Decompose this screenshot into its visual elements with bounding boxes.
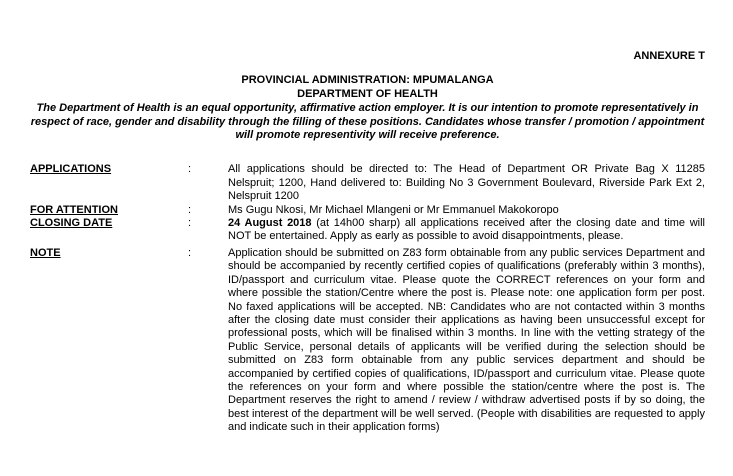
entry-text-applications: All applications should be directed to: The Head of Department OR Private Bag X 11285 Nelspruit; 1200, Hand delivered to: Building No 3 Government Boulevard, Riverside Park Ext 2, Nelspruit 1200 (228, 163, 705, 203)
entry-label-note: NOTE (30, 246, 61, 259)
entry-label-for-attention: FOR ATTENTION (30, 203, 118, 216)
entry-row-for-attention (30, 204, 705, 217)
entry-colon: : (188, 217, 192, 230)
closing-date-value: 24 August 2018 (228, 217, 312, 230)
entry-text-closing-date (228, 217, 705, 244)
entry-text-note: Application should be submitted on Z83 form obtainable from any public services Department and should be accompanied by recently certified copies of qualifications (preferably within 3 months), ID/passport and curriculum vitae. Please quote the CORRECT references on your form and where possible the station/Centre where the post is. Please note: one application form per post. No faxed applications will be accepted. NB: Candidates who are not contacted within 3 months after the closing date must consider their applications as having been unsuccessful except for professional posts, which will be finalised within 3 months. In line with the vetting strategy of the Public Service, personal details of applicants will be verified during the selection should be submitted on Z83 form obtainable from any public services department and should be accompanied by certified copies of qualifications, ID/passport and curriculum vitae. Please quote the references on your form and where possible the station/centre where the post is. The Department reserves the right to amend / review / withdraw advertised posts if by so doing, the best interest of the department will be well served. (People with disabilities are requested to apply and indicate such in their application forms) (228, 246, 705, 434)
entry-label-applications: APPLICATIONS (30, 163, 112, 176)
equal-opportunity-statement: The Department of Health is an equal opportunity, affirmative action employer. It is our intention to promote representatively in respect of race, gender and disability through the filling of these positions. Candidates whose transfer / promotion / appointment will promote representivity will receive preference. (30, 102, 705, 142)
entry-row-note (30, 247, 705, 435)
entry-label-closing-date: CLOSING DATE (30, 217, 113, 230)
entries-section (30, 163, 705, 434)
document-title-block (30, 74, 705, 101)
annexure-label: ANNEXURE T (633, 50, 705, 62)
provincial-administration-title: PROVINCIAL ADMINISTRATION: MPUMALANGA (241, 74, 494, 87)
department-title: DEPARTMENT OF HEALTH (297, 87, 438, 100)
entry-colon: : (188, 163, 192, 176)
entry-row-applications (30, 163, 705, 203)
closing-date-detail: (at 14h00 sharp) all applications received after the closing date and time will NOT be entertained. Apply as early as possible to avoid disappointments, please. (228, 217, 706, 243)
entry-row-closing-date (30, 217, 705, 244)
entry-text-for-attention: Ms Gugu Nkosi, Mr Michael Mlangeni or Mr Emmanuel Makokoropo (228, 203, 559, 216)
entry-colon: : (188, 203, 192, 216)
entry-colon: : (188, 246, 192, 259)
